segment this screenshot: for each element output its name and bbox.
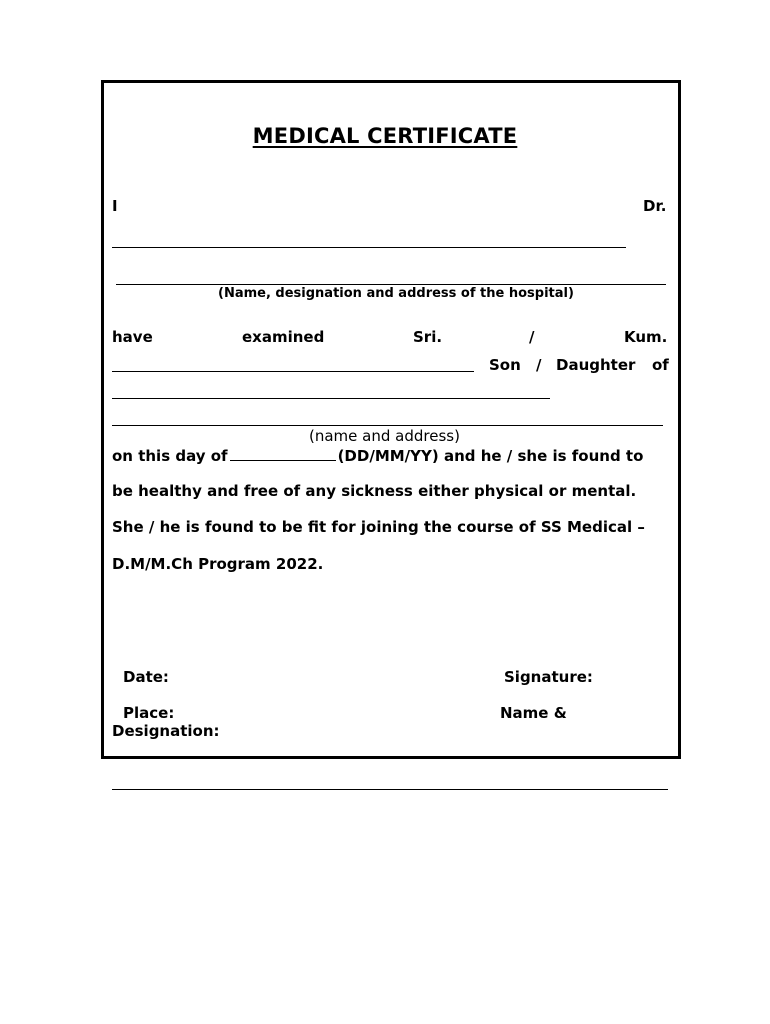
- certificate-title: MEDICAL CERTIFICATE: [252, 124, 518, 148]
- word-daughter: Daughter: [556, 356, 636, 374]
- health-statement: be healthy and free of any sickness either physical or mental.: [112, 482, 637, 500]
- hospital-line: [116, 284, 666, 285]
- fitness-statement: She / he is found to be fit for joining the course of SS Medical –: [112, 518, 645, 536]
- place-label: Place:: [123, 704, 175, 722]
- pronoun-i: I: [112, 197, 118, 215]
- address-line: [112, 425, 663, 426]
- certificate-border: [101, 80, 681, 759]
- bottom-rule: [112, 789, 668, 790]
- designation-label: Designation:: [112, 722, 220, 740]
- patient-name-line: [112, 371, 474, 372]
- name-label: Name &: [500, 704, 567, 722]
- word-of: of: [652, 356, 669, 374]
- doctor-name-line: [112, 247, 626, 248]
- day-line: [112, 446, 643, 465]
- word-have: have: [112, 328, 153, 346]
- day-line-after: (DD/MM/YY) and he / she is found to: [337, 447, 644, 465]
- day-line-before: on this day of: [112, 447, 228, 465]
- word-sri: Sri.: [413, 328, 443, 346]
- signature-label: Signature:: [504, 668, 593, 686]
- date-label: Date:: [123, 668, 169, 686]
- program-statement: D.M/M.Ch Program 2022.: [112, 555, 324, 573]
- word-examined: examined: [242, 328, 325, 346]
- word-son: Son: [489, 356, 521, 374]
- word-slash: /: [529, 328, 535, 346]
- word-slash-2: /: [536, 356, 542, 374]
- date-blank: [230, 446, 336, 461]
- dr-label: Dr.: [643, 197, 667, 215]
- name-address-caption: (name and address): [309, 427, 460, 445]
- word-kum: Kum.: [624, 328, 668, 346]
- parent-name-line: [112, 398, 550, 399]
- hospital-caption: (Name, designation and address of the hospital): [218, 286, 574, 301]
